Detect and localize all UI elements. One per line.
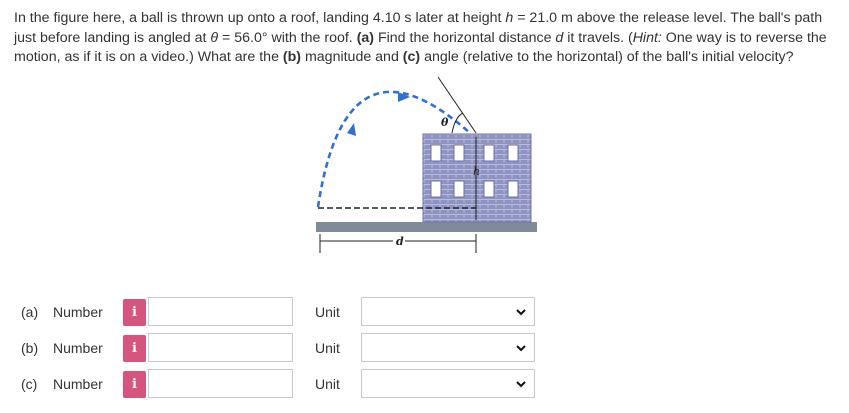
d-variable: d [555,29,564,46]
ground [316,222,537,232]
h-label: h [473,165,481,178]
d-label: d [396,235,404,248]
number-label: Number [53,304,103,320]
chevron-down-icon [516,307,526,317]
theta-variable: θ [210,29,219,46]
part-tag: (b) [21,340,39,356]
unit-label: Unit [315,340,340,356]
figure-drawing [300,75,550,260]
part-a-tag: (a) [356,29,375,46]
h-variable: h [505,10,514,26]
info-icon[interactable]: i [123,371,146,398]
projectile-figure [300,75,550,260]
theta-label: θ [441,116,449,129]
unit-select-b[interactable] [361,333,535,362]
info-icon[interactable]: i [123,335,146,362]
unit-select-c[interactable] [361,369,535,398]
chevron-down-icon [516,379,526,389]
part-tag: (c) [21,376,38,392]
part-c-tag: (c) [402,49,421,66]
unit-label: Unit [315,304,340,320]
number-input-b[interactable] [148,333,293,362]
trajectory-arrow-up [347,123,356,136]
chevron-down-icon [516,343,526,353]
part-b-tag: (b) [282,49,302,66]
part-tag: (a) [21,304,39,320]
problem-statement: In the figure here, a ball is thrown up onto a roof, landing 4.10 s later at height h = 21.0 m above the release level. The ball's path just before landing is angled at θ = 56.0° with the roof. (a) Find the horizontal distance d it travels. (Hint: One way is to reverse the motion, as if it is on a video.) What are the (b) magnitude and (c) angle (relative to the horizontal) of the ball's initial velocity? [14,10,827,66]
number-input-a[interactable] [148,297,293,326]
unit-label: Unit [315,376,340,392]
hint-label: Hint: [632,29,662,46]
number-label: Number [53,340,103,356]
unit-select-a[interactable] [361,297,535,326]
info-icon[interactable]: i [123,299,146,326]
number-input-c[interactable] [148,369,293,398]
number-label: Number [53,376,103,392]
